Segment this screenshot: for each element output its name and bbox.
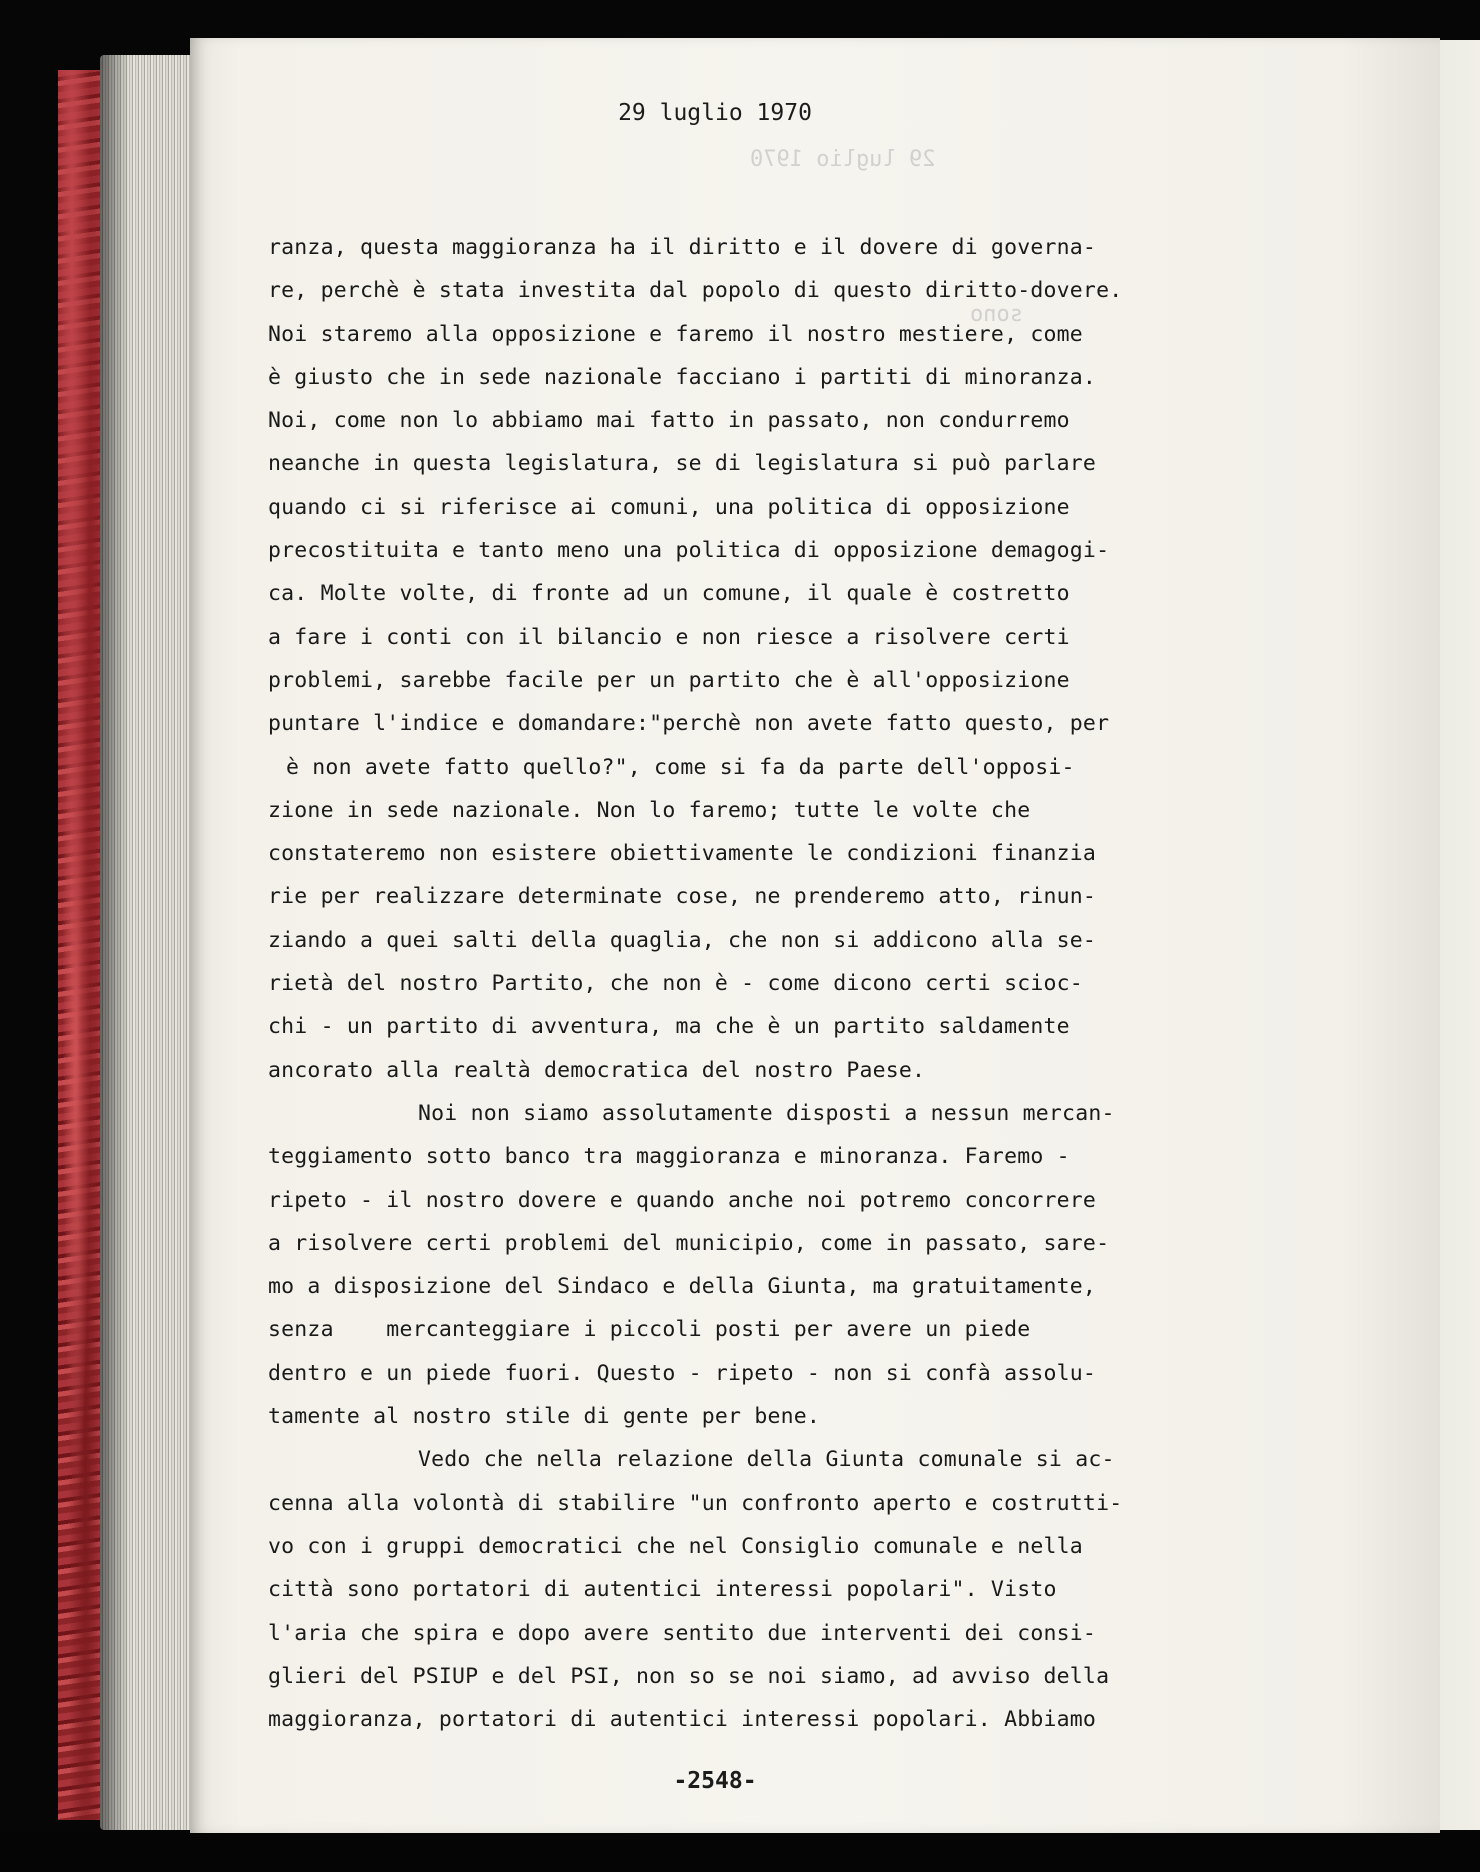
book-spine-marbled-edge [58,70,106,1820]
text-line: è non avete fatto quello?", come si fa da parte dell'opposi- [286,754,1075,780]
text-line: ripeto - il nostro dovere e quando anche noi potremo concorrere [268,1187,1097,1213]
text-line: precostituita e tanto meno una politica di opposizione demagogi- [268,538,1110,564]
bleed-through-header: 29 luglio 1970 [750,147,936,172]
text-line: maggioranza, portatori di autentici interessi popolari. Abbiamo [268,1707,1097,1733]
text-line-paragraph-start: Vedo che nella relazione della Giunta comunale si ac- [418,1447,1115,1473]
text-line: ancorato alla realtà democratica del nostro Paese. [268,1057,926,1083]
text-line: a fare i conti con il bilancio e non riesce a risolvere certi [268,624,1070,650]
text-line: Noi staremo alla opposizione e faremo il nostro mestiere, come [268,321,1083,347]
text-line: puntare l'indice e domandare:"perchè non avete fatto questo, per [268,711,1110,737]
text-line: tamente al nostro stile di gente per bene. [268,1404,821,1430]
scan-bottom-border [0,1833,1480,1872]
page-date-header: 29 luglio 1970 [618,100,812,126]
page-number: -2548- [673,1768,757,1794]
text-line: Noi, come non lo abbiamo mai fatto in passato, non condurremo [268,408,1070,434]
text-line: re, perchè è stata investita dal popolo di questo diritto-dovere. [268,278,1123,304]
text-line: città sono portatori di autentici interessi popolari". Visto [268,1577,1057,1603]
text-line: dentro e un piede fuori. Questo - ripeto - non si confà assolu- [268,1360,1097,1386]
text-line: a risolvere certi problemi del municipio, come in passato, sare- [268,1230,1110,1256]
text-line: constateremo non esistere obiettivamente le condizioni finanzia [268,841,1097,867]
text-line: glieri del PSIUP e del PSI, non so se noi siamo, ad avviso della [268,1663,1110,1689]
text-line: ranza, questa maggioranza ha il diritto e il dovere di governa- [268,235,1097,260]
text-line: ca. Molte volte, di fronte ad un comune, il quale è costretto [268,581,1070,607]
body-text [268,226,1288,1741]
text-line: l'aria che spira e dopo avere sentito due interventi dei consi- [268,1620,1097,1646]
page-stack-shadow [100,55,130,1830]
text-line: è giusto che in sede nazionale facciano i partiti di minoranza. [268,364,1097,390]
text-line: zione in sede nazionale. Non lo faremo; tutte le volte che [268,797,1031,823]
text-line: vo con i gruppi democratici che nel Consiglio comunale e nella [268,1533,1083,1559]
text-line: quando ci si riferisce ai comuni, una politica di opposizione [268,494,1070,520]
text-line: ziando a quei salti della quaglia, che non si addicono alla se- [268,927,1097,953]
bleed-through-text: sono [970,302,1262,327]
text-line: cenna alla volontà di stabilire "un confronto aperto e costrutti- [268,1490,1123,1516]
text-line: rie per realizzare determinate cose, ne prenderemo atto, rinun- [268,884,1097,910]
text-line: chi - un partito di avventura, ma che è un partito saldamente [268,1014,1070,1040]
text-line: problemi, sarebbe facile per un partito che è all'opposizione [268,667,1070,693]
document-page [190,38,1440,1833]
text-line: rietà del nostro Partito, che non è - come dicono certi scioc- [268,971,1083,997]
text-line-paragraph-start: Noi non siamo assolutamente disposti a nessun mercan- [418,1100,1115,1126]
text-line: teggiamento sotto banco tra maggioranza e minoranza. Faremo - [268,1144,1070,1170]
text-line: senza mercanteggiare i piccoli posti per avere un piede [268,1317,1031,1343]
text-line: neanche in questa legislatura, se di legislatura si può parlare [268,451,1097,477]
text-line: mo a disposizione del Sindaco e della Giunta, ma gratuitamente, [268,1274,1097,1300]
